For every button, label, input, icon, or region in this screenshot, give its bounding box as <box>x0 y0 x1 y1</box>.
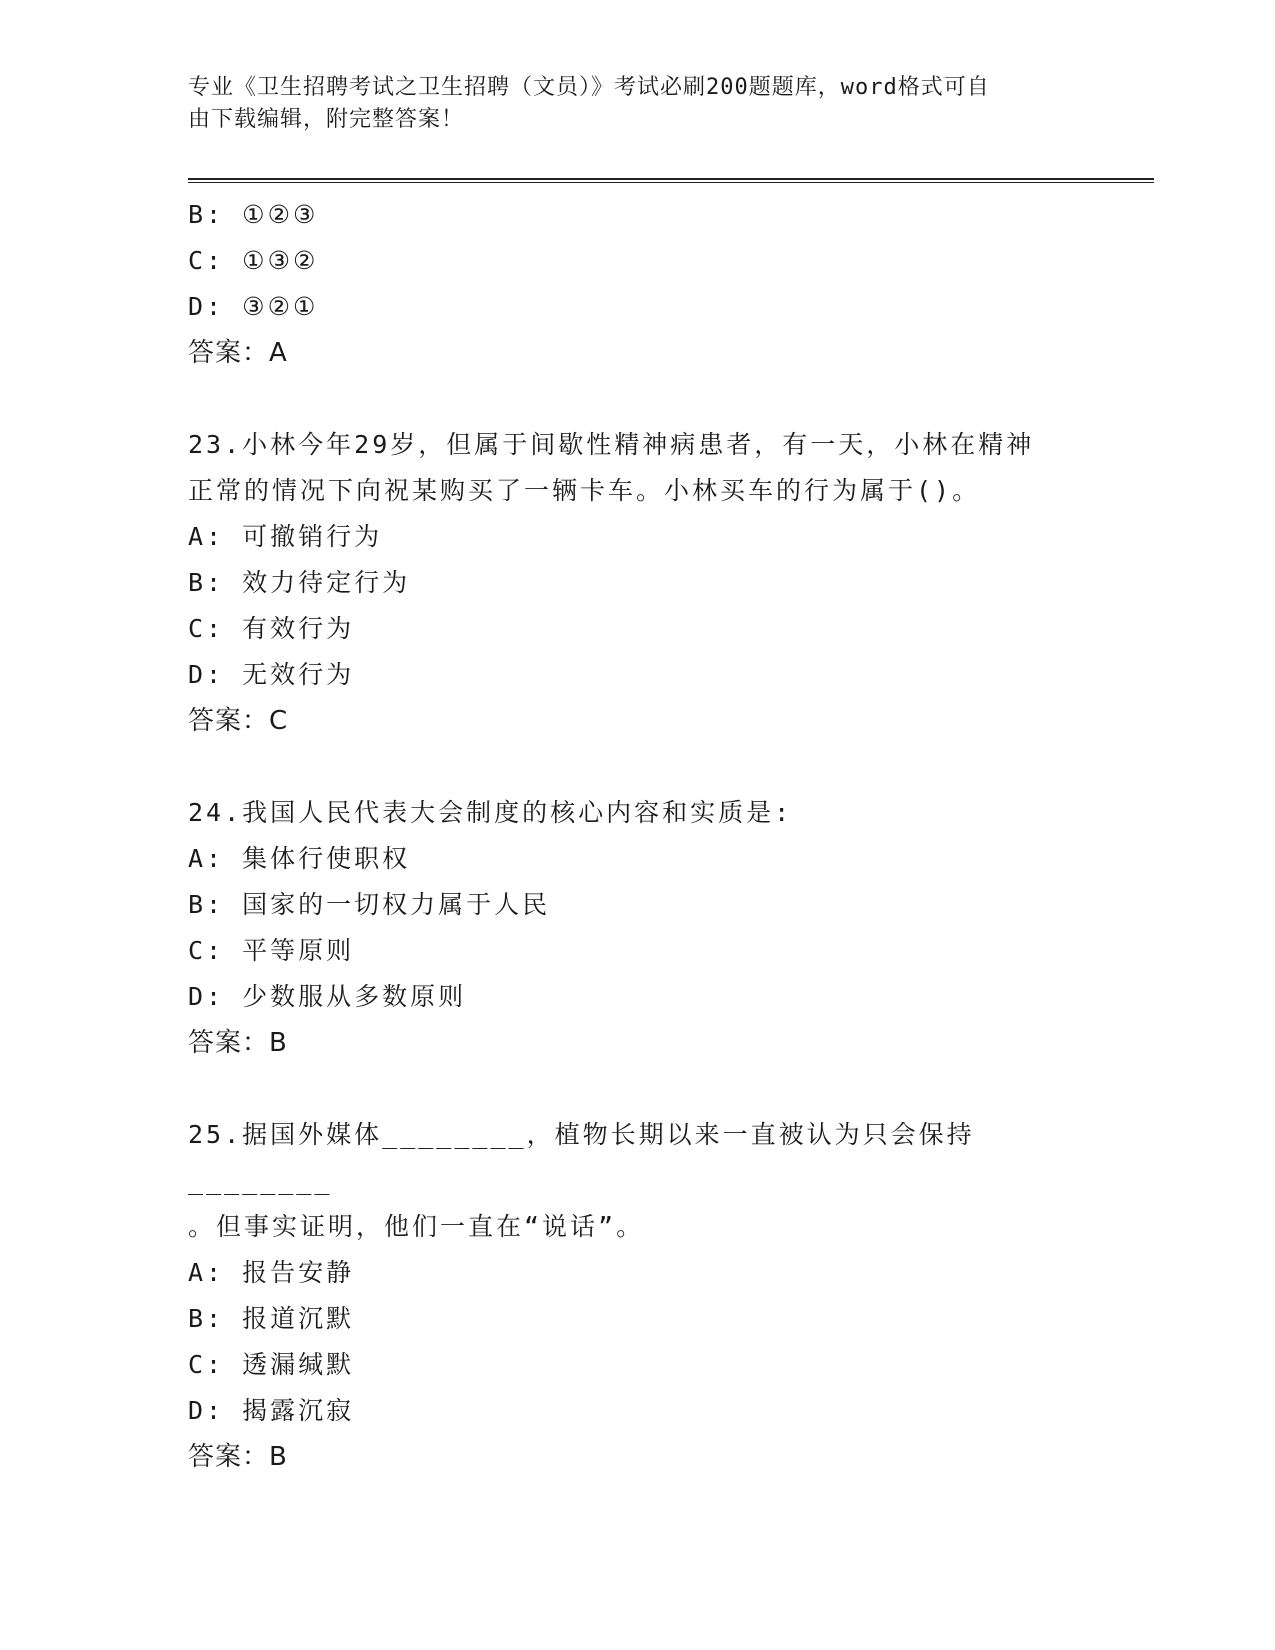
header-line-2: 由下载编辑，附完整答案！ <box>188 107 465 132</box>
option-b: B: 报道沉默 <box>188 1304 355 1333</box>
header-line-1: 专业《卫生招聘考试之卫生招聘（文员）》考试必刷200题题库，word格式可自 <box>188 75 990 100</box>
answer-line: 答案：C <box>188 706 289 736</box>
spacer <box>188 1066 1088 1112</box>
option-d: D: ③②① <box>188 292 319 321</box>
document-body <box>188 192 1088 1480</box>
header-divider-thin <box>188 182 1154 183</box>
option-b: B: 效力待定行为 <box>188 568 411 597</box>
question-25 <box>188 1112 1088 1480</box>
question-22-continued <box>188 192 1088 376</box>
question-text-line: 24.我国人民代表大会制度的核心内容和实质是: <box>188 798 793 827</box>
option-a: A: 集体行使职权 <box>188 844 411 873</box>
option-d: D: 揭露沉寂 <box>188 1396 355 1425</box>
question-text-line: 。但事实证明，他们一直在“说话”。 <box>188 1212 645 1241</box>
question-text-line: 23.小林今年29岁，但属于间歇性精神病患者，有一天，小林在精神 <box>188 430 1035 459</box>
document-header <box>188 72 1088 136</box>
header-divider-thick <box>188 178 1154 180</box>
option-a: A: 报告安静 <box>188 1258 355 1287</box>
answer-line: 答案：A <box>188 338 288 368</box>
option-c: C: 有效行为 <box>188 614 355 643</box>
option-a: A: 可撤销行为 <box>188 522 383 551</box>
question-24 <box>188 790 1088 1066</box>
question-text-line: 25.据国外媒体________，植物长期以来一直被认为只会保持________ <box>188 1120 975 1195</box>
option-b: B: ①②③ <box>188 200 319 229</box>
spacer <box>188 744 1088 790</box>
option-b: B: 国家的一切权力属于人民 <box>188 890 551 919</box>
option-c: C: ①③② <box>188 246 319 275</box>
option-d: D: 无效行为 <box>188 660 355 689</box>
answer-line: 答案：B <box>188 1028 288 1058</box>
option-d: D: 少数服从多数原则 <box>188 982 467 1011</box>
question-text-line: 正常的情况下向祝某购买了一辆卡车。小林买车的行为属于()。 <box>188 476 981 505</box>
option-c: C: 透漏缄默 <box>188 1350 355 1379</box>
spacer <box>188 376 1088 422</box>
option-c: C: 平等原则 <box>188 936 355 965</box>
question-23 <box>188 422 1088 744</box>
answer-line: 答案：B <box>188 1442 288 1472</box>
